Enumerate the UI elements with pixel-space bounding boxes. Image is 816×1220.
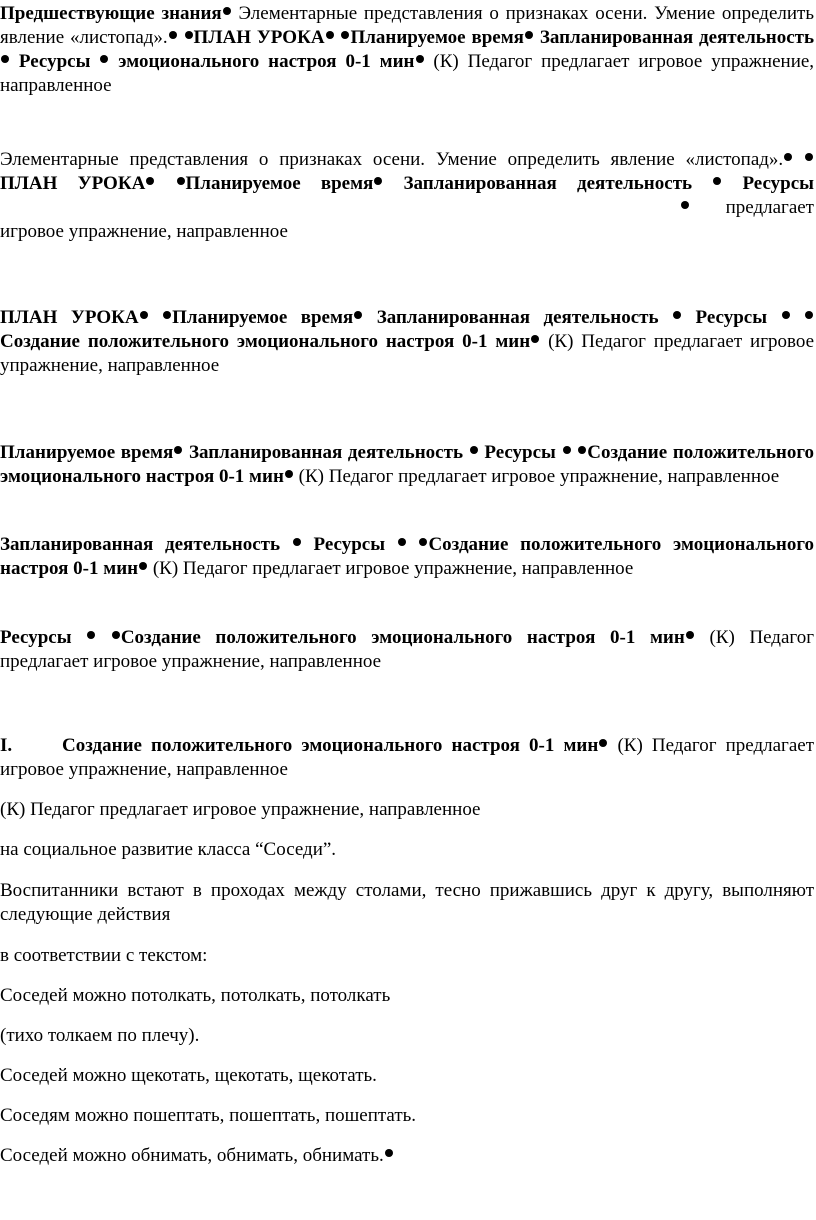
- paragraph-6: [0, 626, 814, 674]
- bullet-icon: [681, 201, 689, 209]
- bullet-icon: [223, 7, 231, 15]
- text-line: Воспитанники встают в проходах между столами, тесно прижавшись друг к другу, выполняют следующие действия: [0, 880, 814, 925]
- bullet-icon: [416, 55, 424, 63]
- text-teacher-offers: (К) Педагог предлагает игровое упражнение, направленное: [0, 735, 814, 780]
- bullet-icon: [531, 335, 539, 343]
- bullet-icon: [139, 562, 147, 570]
- text-autumn-signs: Элементарные представления о признаках осени. Умение определить явление «листопад».: [0, 3, 814, 48]
- bullet-icon: [686, 631, 694, 639]
- bullet-icon: [805, 311, 813, 319]
- label-create-positive-mood: Создание положительного эмоционального настроя 0-1 мин: [0, 534, 815, 579]
- text-teacher-offers: предлагает игровое упражнение, направленное: [0, 197, 814, 242]
- bullet-icon: [784, 153, 792, 161]
- bullet-icon: [326, 31, 334, 39]
- text-teacher-offers: (К) Педагог предлагает игровое упражнение, направленное: [152, 558, 634, 579]
- paragraph-5: [0, 533, 814, 581]
- text-line: в соответствии с текстом:: [0, 945, 208, 966]
- label-resources: Ресурсы: [18, 51, 91, 72]
- text-teacher-offers: (К) Педагог предлагает игровое упражнение, направленное: [0, 331, 815, 376]
- text-teacher-offers: (К) Педагог предлагает игровое упражнение, направленное: [0, 627, 815, 672]
- bullet-icon: [525, 31, 533, 39]
- bullet-icon: [169, 31, 177, 39]
- bullet-icon: [354, 311, 362, 319]
- label-planned-activity: Запланированная деятельность: [376, 307, 659, 328]
- bullet-icon: [599, 739, 607, 747]
- bullet-icon: [782, 311, 790, 319]
- label-lesson-plan: ПЛАН УРОКА: [0, 307, 139, 328]
- paragraph-1: [0, 2, 814, 98]
- label-resources: Ресурсы: [742, 173, 814, 194]
- label-planned-time: Планируемое время: [172, 307, 354, 328]
- bullet-icon: [87, 631, 95, 639]
- label-prior-knowledge: Предшествующие знания: [0, 3, 222, 24]
- text-line-last: [0, 1144, 814, 1168]
- label-planned-time: Планируемое время: [185, 173, 374, 194]
- text-line: Соседей можно щекотать, щекотать, щекотать.: [0, 1065, 377, 1086]
- bullet-icon: [398, 538, 406, 546]
- bullet-icon: [185, 31, 193, 39]
- label-emotional-mood: эмоционального настроя 0-1 мин: [118, 51, 415, 72]
- label-resources: Ресурсы: [0, 627, 72, 648]
- bullet-icon: [293, 538, 301, 546]
- label-resources: Ресурсы: [695, 307, 768, 328]
- label-planned-activity: Запланированная деятельность: [188, 442, 463, 463]
- label-lesson-plan: ПЛАН УРОКА: [193, 27, 325, 48]
- bullet-icon: [174, 446, 182, 454]
- bullet-icon: [578, 446, 586, 454]
- text-autumn-signs: Элементарные представления о признаках осени. Умение определить явление «листопад».: [0, 149, 784, 170]
- bullet-icon: [805, 153, 813, 161]
- bullet-icon: [177, 177, 185, 185]
- bullet-icon: [285, 470, 293, 478]
- section-heading: [0, 734, 814, 782]
- bullet-icon: [385, 1149, 393, 1157]
- paragraph-2: [0, 148, 814, 244]
- text-line: (К) Педагог предлагает игровое упражнение, направленное: [0, 799, 481, 820]
- text-line: на социальное развитие класса “Соседи”.: [0, 839, 337, 860]
- bullet-icon: [673, 311, 681, 319]
- label-create-positive-mood: Создание положительного эмоционального настроя 0-1 мин: [0, 331, 531, 352]
- text-line: Соседей можно потолкать, потолкать, потолкать: [0, 985, 391, 1006]
- bullet-icon: [374, 177, 382, 185]
- bullet-icon: [100, 55, 108, 63]
- bullet-icon: [563, 446, 571, 454]
- label-resources: Ресурсы: [484, 442, 556, 463]
- label-lesson-plan: ПЛАН УРОКА: [0, 173, 146, 194]
- text-teacher-offers: (К) Педагог предлагает игровое упражнение, направленное: [298, 466, 780, 487]
- label-planned-activity: Запланированная деятельность: [0, 534, 281, 555]
- label-planned-activity: Запланированная деятельность: [539, 27, 815, 48]
- bullet-icon: [1, 55, 9, 63]
- text-line: Соседей можно обнимать, обнимать, обнимать.: [0, 1145, 384, 1166]
- label-planned-activity: Запланированная деятельность: [403, 173, 693, 194]
- label-resources: Ресурсы: [313, 534, 386, 555]
- bullet-icon: [140, 311, 148, 319]
- text-line: (тихо толкаем по плечу).: [0, 1025, 200, 1046]
- bullet-icon: [163, 311, 171, 319]
- bullet-icon: [341, 31, 349, 39]
- label-planned-time: Планируемое время: [350, 27, 524, 48]
- section-number: I.: [0, 735, 13, 756]
- bullet-icon: [470, 446, 478, 454]
- bullet-icon: [112, 631, 120, 639]
- paragraph-4: [0, 441, 814, 489]
- bullet-icon: [146, 177, 154, 185]
- paragraph-3: [0, 306, 814, 378]
- label-create-positive-mood: Создание положительного эмоционального настроя 0-1 мин: [0, 442, 815, 487]
- label-create-positive-mood: Создание положительного эмоционального настроя 0-1 мин: [120, 627, 685, 648]
- bullet-icon: [419, 538, 427, 546]
- text-line: Соседям можно пошептать, пошептать, пошептать.: [0, 1105, 417, 1126]
- label-planned-time: Планируемое время: [0, 442, 174, 463]
- text-teacher-offers: (К) Педагог предлагает игровое упражнение, направленное: [0, 51, 815, 96]
- bullet-icon: [713, 177, 721, 185]
- label-create-positive-mood: Создание положительного эмоционального настроя 0-1 мин: [62, 735, 599, 756]
